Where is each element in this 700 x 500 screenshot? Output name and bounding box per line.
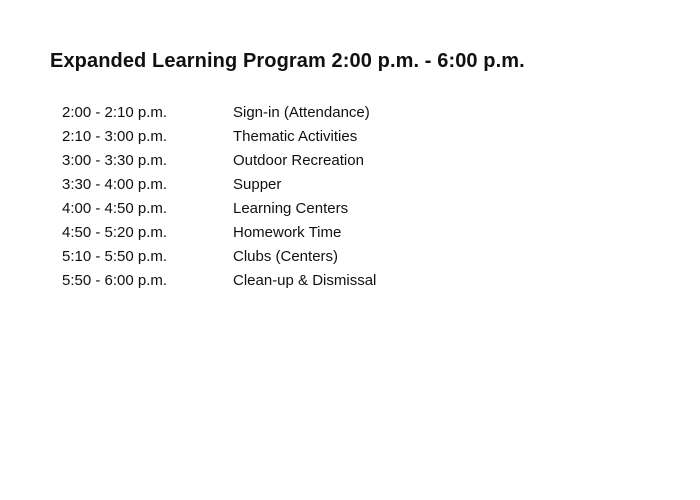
schedule-table — [62, 100, 376, 292]
time-range: 4:50 - 5:20 p.m. — [62, 223, 168, 241]
activity-label: Sign-in (Attendance) — [233, 103, 370, 121]
schedule-row — [62, 268, 376, 292]
time-range: 2:10 - 3:00 p.m. — [62, 127, 168, 145]
schedule-row — [62, 100, 376, 124]
activity-label: Learning Centers — [233, 199, 349, 217]
schedule-row — [62, 148, 376, 172]
page-title: Expanded Learning Program 2:00 p.m. - 6:00 p.m. — [50, 50, 525, 72]
schedule-row — [62, 196, 376, 220]
schedule-row — [62, 220, 376, 244]
activity-label: Thematic Activities — [233, 127, 358, 145]
time-range: 4:00 - 4:50 p.m. — [62, 199, 168, 217]
time-range: 3:30 - 4:00 p.m. — [62, 175, 168, 193]
time-range: 5:10 - 5:50 p.m. — [62, 247, 168, 265]
schedule-row — [62, 244, 376, 268]
activity-label: Clubs (Centers) — [233, 247, 339, 265]
time-range: 5:50 - 6:00 p.m. — [62, 271, 168, 289]
activity-label: Supper — [233, 175, 282, 193]
time-range: 3:00 - 3:30 p.m. — [62, 151, 168, 169]
schedule-row — [62, 172, 376, 196]
activity-label: Homework Time — [233, 223, 342, 241]
activity-label: Clean-up & Dismissal — [233, 271, 377, 289]
schedule-row — [62, 124, 376, 148]
activity-label: Outdoor Recreation — [233, 151, 364, 169]
time-range: 2:00 - 2:10 p.m. — [62, 103, 168, 121]
